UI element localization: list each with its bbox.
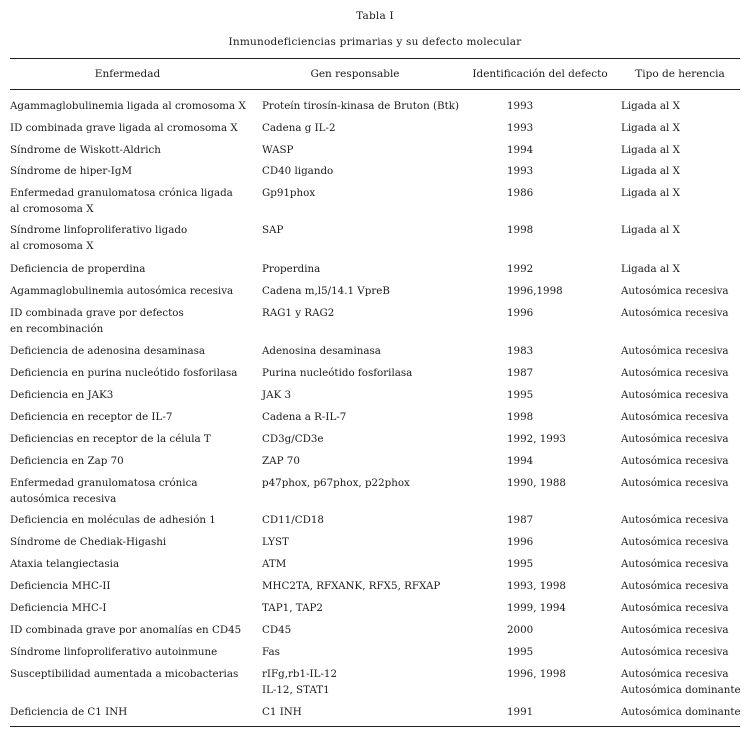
row-1-disease: Agammaglobulinemia ligada al cromosoma X: [10, 100, 246, 112]
row-17-year: 1987: [507, 514, 534, 526]
row-23-disease: Síndrome linfoproliferativo autoinmune: [10, 646, 218, 658]
row-22-gene: CD45: [262, 624, 292, 636]
row-24-gene: rIFg,rb1-IL-12 IL-12, STAT1: [262, 668, 338, 696]
row-7-disease: Deficiencia de properdina: [10, 263, 146, 275]
row-9-year: 1996: [507, 307, 534, 319]
row-20-inheritance: Autosómica recesiva: [621, 580, 729, 592]
row-12-inheritance: Autosómica recesiva: [621, 389, 729, 401]
row-14-year: 1992, 1993: [507, 433, 566, 445]
row-19-year: 1995: [507, 558, 534, 570]
row-1-year: 1993: [507, 100, 534, 112]
column-header-herencia: Tipo de herencia: [635, 68, 725, 80]
row-13-disease: Deficiencia en receptor de IL-7: [10, 411, 173, 423]
row-12-gene: JAK 3: [262, 389, 292, 401]
row-17-gene: CD11/CD18: [262, 514, 324, 526]
row-23-inheritance: Autosómica recesiva: [621, 646, 729, 658]
column-header-identificacion: Identificación del defecto: [472, 68, 608, 80]
row-8-inheritance: Autosómica recesiva: [621, 285, 729, 297]
row-10-year: 1983: [507, 345, 534, 357]
row-9-disease: ID combinada grave por defectos en recombinación: [10, 307, 184, 335]
row-10-disease: Deficiencia de adenosina desaminasa: [10, 345, 206, 357]
row-8-gene: Cadena m,l5/14.1 VpreB: [262, 285, 390, 297]
row-6-disease: Síndrome linfoproliferativo ligado al cromosoma X: [10, 224, 188, 252]
row-5-year: 1986: [507, 187, 534, 199]
row-10-gene: Adenosina desaminasa: [262, 345, 381, 357]
row-3-gene: WASP: [262, 144, 294, 156]
row-22-inheritance: Autosómica recesiva: [621, 624, 729, 636]
row-12-year: 1995: [507, 389, 534, 401]
row-5-inheritance: Ligada al X: [621, 187, 680, 199]
row-9-gene: RAG1 y RAG2: [262, 307, 335, 319]
row-2-gene: Cadena g IL-2: [262, 122, 336, 134]
row-11-year: 1987: [507, 367, 534, 379]
row-24-inheritance: Autosómica recesiva Autosómica dominante: [621, 668, 741, 696]
row-19-disease: Ataxia telangiectasia: [10, 558, 120, 570]
row-17-inheritance: Autosómica recesiva: [621, 514, 729, 526]
row-21-inheritance: Autosómica recesiva: [621, 602, 729, 614]
row-23-gene: Fas: [262, 646, 280, 658]
row-15-year: 1994: [507, 455, 534, 467]
row-6-gene: SAP: [262, 224, 284, 236]
row-15-gene: ZAP 70: [262, 455, 300, 467]
row-19-inheritance: Autosómica recesiva: [621, 558, 729, 570]
row-11-disease: Deficiencia en purina nucleótido fosforilasa: [10, 367, 238, 379]
row-6-inheritance: Ligada al X: [621, 224, 680, 236]
row-18-disease: Síndrome de Chediak-Higashi: [10, 536, 167, 548]
table-title: Inmunodeficiencias primarias y su defecto molecular: [228, 36, 522, 48]
row-1-inheritance: Ligada al X: [621, 100, 680, 112]
row-25-disease: Deficiencia de C1 INH: [10, 706, 128, 718]
row-23-year: 1995: [507, 646, 534, 658]
row-13-gene: Cadena a R-IL-7: [262, 411, 347, 423]
row-15-inheritance: Autosómica recesiva: [621, 455, 729, 467]
row-6-year: 1998: [507, 224, 534, 236]
row-13-inheritance: Autosómica recesiva: [621, 411, 729, 423]
row-21-disease: Deficiencia MHC-I: [10, 602, 107, 614]
row-4-year: 1993: [507, 165, 534, 177]
column-header-gen: Gen responsable: [310, 68, 400, 80]
row-14-gene: CD3g/CD3e: [262, 433, 324, 445]
row-3-inheritance: Ligada al X: [621, 144, 680, 156]
row-2-year: 1993: [507, 122, 534, 134]
row-25-year: 1991: [507, 706, 534, 718]
row-5-disease: Enfermedad granulomatosa crónica ligada al cromosoma X: [10, 187, 233, 215]
row-13-year: 1998: [507, 411, 534, 423]
row-8-year: 1996,1998: [507, 285, 563, 297]
row-9-inheritance: Autosómica recesiva: [621, 307, 729, 319]
row-18-gene: LYST: [262, 536, 289, 548]
column-header-enfermedad: Enfermedad: [94, 68, 161, 80]
row-4-disease: Síndrome de hiper-IgM: [10, 165, 132, 177]
row-18-inheritance: Autosómica recesiva: [621, 536, 729, 548]
row-15-disease: Deficiencia en Zap 70: [10, 455, 124, 467]
row-16-inheritance: Autosómica recesiva: [621, 477, 729, 489]
row-4-inheritance: Ligada al X: [621, 165, 680, 177]
row-19-gene: ATM: [262, 558, 287, 570]
row-7-gene: Properdina: [262, 263, 321, 275]
row-18-year: 1996: [507, 536, 534, 548]
row-11-gene: Purina nucleótido fosforilasa: [262, 367, 413, 379]
row-11-inheritance: Autosómica recesiva: [621, 367, 729, 379]
row-10-inheritance: Autosómica recesiva: [621, 345, 729, 357]
row-22-year: 2000: [507, 624, 534, 636]
row-25-inheritance: Autosómica dominante: [621, 706, 741, 718]
row-16-gene: p47phox, p67phox, p22phox: [262, 477, 410, 489]
row-25-gene: C1 INH: [262, 706, 302, 718]
row-20-disease: Deficiencia MHC-II: [10, 580, 111, 592]
row-3-year: 1994: [507, 144, 534, 156]
row-20-year: 1993, 1998: [507, 580, 566, 592]
row-21-gene: TAP1, TAP2: [262, 602, 323, 614]
row-16-disease: Enfermedad granulomatosa crónica autosómica recesiva: [10, 477, 198, 505]
row-24-year: 1996, 1998: [507, 668, 566, 680]
row-14-disease: Deficiencias en receptor de la célula T: [10, 433, 211, 445]
row-24-disease: Susceptibilidad aumentada a micobacterias: [10, 668, 239, 680]
row-22-disease: ID combinada grave por anomalías en CD45: [10, 624, 242, 636]
row-7-inheritance: Ligada al X: [621, 263, 680, 275]
row-16-year: 1990, 1988: [507, 477, 566, 489]
row-1-gene: Proteín tirosín-kinasa de Bruton (Btk): [262, 100, 460, 112]
row-8-disease: Agammaglobulinemia autosómica recesiva: [10, 285, 234, 297]
row-5-gene: Gp91phox: [262, 187, 316, 199]
row-2-inheritance: Ligada al X: [621, 122, 680, 134]
row-12-disease: Deficiencia en JAK3: [10, 389, 114, 401]
row-4-gene: CD40 ligando: [262, 165, 334, 177]
row-20-gene: MHC2TA, RFXANK, RFX5, RFXAP: [262, 580, 441, 592]
row-17-disease: Deficiencia en moléculas de adhesión 1: [10, 514, 216, 526]
row-14-inheritance: Autosómica recesiva: [621, 433, 729, 445]
row-3-disease: Síndrome de Wiskott-Aldrich: [10, 144, 161, 156]
row-7-year: 1992: [507, 263, 534, 275]
bottom-rule: [10, 726, 740, 727]
row-21-year: 1999, 1994: [507, 602, 566, 614]
row-2-disease: ID combinada grave ligada al cromosoma X: [10, 122, 238, 134]
table-label: Tabla I: [356, 10, 394, 22]
